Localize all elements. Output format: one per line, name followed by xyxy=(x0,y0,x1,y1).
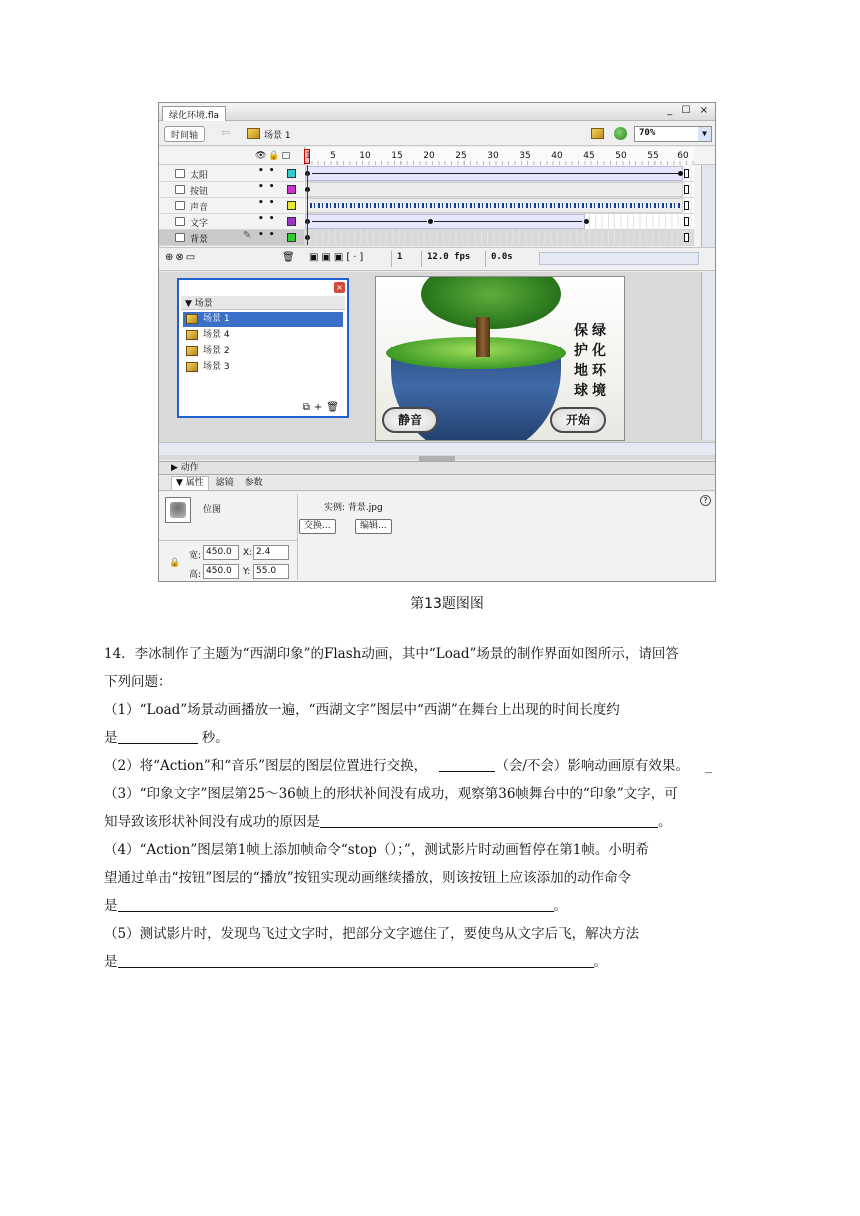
tree-trunk-illustration xyxy=(476,317,490,357)
timeline-button[interactable]: 时间轴 xyxy=(164,126,205,142)
layer-toggle-dots[interactable]: •• xyxy=(258,166,280,176)
ruler-tick: 40 xyxy=(551,151,563,161)
width-field[interactable]: 450.0 xyxy=(203,545,239,560)
x-field[interactable]: 2.4 xyxy=(253,545,289,560)
zoom-select[interactable] xyxy=(634,126,712,142)
question-line: 14．李冰制作了主题为“西湖印象”的Flash动画，其中“Load”场景的制作界面如图所示，请回答 xyxy=(104,646,679,662)
scene-icon xyxy=(186,314,198,324)
answer-suffix: 。 xyxy=(553,898,567,914)
layer-row[interactable] xyxy=(159,198,694,214)
height-label: 高: xyxy=(189,570,202,580)
width-label: 宽: xyxy=(189,551,202,561)
scene-icon xyxy=(247,128,260,139)
question-line: （5）测试影片时，发现鸟飞过文字时，把部分文字遮住了，要使鸟从文字后飞，解决方法 xyxy=(104,926,640,942)
ruler-tick: 30 xyxy=(487,151,499,161)
layer-visibility-lock-outline-icons[interactable]: 👁🔒□ xyxy=(255,151,293,161)
ruler-tick: 55 xyxy=(647,151,659,161)
layer-icon xyxy=(175,217,185,226)
answer-prefix: 是 xyxy=(104,954,118,970)
stage[interactable] xyxy=(375,276,625,441)
ruler-tick: 60 xyxy=(677,151,689,161)
slogan-line: 护化 xyxy=(574,343,610,359)
edit-symbol-icon[interactable] xyxy=(614,127,627,140)
tab-parameters[interactable]: 参数 xyxy=(244,478,263,488)
question-line xyxy=(104,812,672,832)
layer-toggle-dots[interactable]: •• xyxy=(258,214,280,224)
zoom-value: 70% xyxy=(639,128,656,138)
question-line xyxy=(104,756,712,776)
current-frame: 1 xyxy=(391,251,407,267)
document-titlebar xyxy=(159,103,715,121)
ruler-tick: 5 xyxy=(330,151,336,161)
question-line xyxy=(104,952,607,972)
sound-waveform xyxy=(310,203,680,208)
layer-name: 太阳 xyxy=(190,171,209,181)
scene-list-item[interactable] xyxy=(183,360,343,375)
chevron-down-icon[interactable]: ▼ xyxy=(698,127,711,141)
ruler-tick: 15 xyxy=(391,151,403,161)
answer-suffix: （会/不会）影响动画原有效果。 xyxy=(495,758,689,774)
scene-list-item[interactable] xyxy=(183,344,343,359)
frame-ruler[interactable] xyxy=(304,147,694,165)
keyframe[interactable] xyxy=(584,219,589,224)
tab-filters[interactable]: 滤镜 xyxy=(215,478,234,488)
swap-button[interactable]: 交换... xyxy=(299,519,336,534)
instance-name: 实例: 背景.jpg xyxy=(324,503,383,513)
properties-panel xyxy=(159,492,715,582)
file-tab[interactable]: 绿化环境.fla xyxy=(162,106,226,121)
end-frame[interactable] xyxy=(684,169,689,178)
scene-panel xyxy=(177,278,349,418)
y-label: Y: xyxy=(243,567,251,577)
tween-arrow-line xyxy=(312,173,680,174)
scene-name: 场景 1 xyxy=(203,314,230,324)
answer-blank[interactable] xyxy=(439,758,495,772)
stage-vertical-scrollbar[interactable] xyxy=(701,272,715,440)
edit-bar xyxy=(159,122,715,146)
ruler-tick: 35 xyxy=(519,151,531,161)
layer-outline-color[interactable] xyxy=(287,185,296,194)
answer-prefix: 是 xyxy=(104,730,118,746)
end-frame[interactable] xyxy=(684,185,689,194)
answer-suffix: 。 xyxy=(658,814,672,830)
question-line: （1）“Load”场景动画播放一遍，“西湖文字”图层中“西湖”在舞台上出现的时间长度约 xyxy=(104,702,620,718)
tween-arrow-line xyxy=(312,221,427,222)
elapsed-time: 0.0s xyxy=(485,251,518,267)
scene-name: 场景 3 xyxy=(203,362,230,372)
edit-button[interactable]: 编辑... xyxy=(355,519,392,534)
question-line xyxy=(104,896,567,916)
timeline-horizontal-scrollbar[interactable] xyxy=(539,252,699,265)
end-frame[interactable] xyxy=(684,217,689,226)
tab-properties[interactable]: ▼ 属性 xyxy=(171,476,209,490)
ruler-tick: 50 xyxy=(615,151,627,161)
question-text: （2）将“Action”和“音乐”图层的图层位置进行交换， xyxy=(104,758,428,774)
answer-blank[interactable] xyxy=(118,954,594,968)
ruler-tick: 25 xyxy=(455,151,467,161)
slogan-line: 保绿 xyxy=(574,323,610,339)
add-layer-icons[interactable]: ⊕⊗▭ xyxy=(165,252,198,263)
symbol-type-label: 位图 xyxy=(203,505,222,515)
layer-icon xyxy=(175,169,185,178)
divider xyxy=(297,494,298,580)
playhead[interactable] xyxy=(304,149,310,164)
onion-skin-icons[interactable]: ▣▣▣[·] xyxy=(309,252,367,263)
edit-scene-icon[interactable] xyxy=(591,128,604,139)
y-field[interactable]: 55.0 xyxy=(253,564,289,579)
question-line: 下列问题： xyxy=(104,674,172,690)
layer-name: 声音 xyxy=(190,203,209,213)
timeline-header xyxy=(159,147,715,165)
ruler-tick: 1 xyxy=(305,151,311,161)
layer-name: 文字 xyxy=(190,219,209,229)
stage-horizontal-scrollbar[interactable] xyxy=(159,442,715,455)
layer-frames[interactable] xyxy=(304,182,694,197)
playhead-line xyxy=(307,165,308,245)
bitmap-icon xyxy=(165,497,191,523)
back-arrow-icon[interactable]: ⇦ xyxy=(221,126,231,139)
question-line xyxy=(104,728,229,748)
actions-panel-header[interactable]: ▶ 动作 xyxy=(159,461,715,475)
layer-name: 背景 xyxy=(190,235,209,245)
layer-outline-color[interactable] xyxy=(287,169,296,178)
height-field[interactable]: 450.0 xyxy=(203,564,239,579)
lock-icon[interactable]: 🔒 xyxy=(169,558,181,568)
layer-toggle-dots[interactable]: •• xyxy=(258,230,280,240)
question-line: （3）“印象文字”图层第25～36帧上的形状补间没有成功，观察第36帧舞台中的“印象”文字，可 xyxy=(104,786,678,802)
end-frame[interactable] xyxy=(684,201,689,210)
layer-name: 按钮 xyxy=(190,187,209,197)
layer-row[interactable] xyxy=(159,166,694,182)
static-span xyxy=(305,182,683,197)
work-area xyxy=(159,272,715,460)
window-controls[interactable]: _ ☐ × xyxy=(667,105,711,116)
answer-prefix: 是 xyxy=(104,898,118,914)
start-button[interactable]: 开始 xyxy=(550,407,606,433)
slogan-text xyxy=(574,321,620,401)
layer-outline-color[interactable] xyxy=(287,201,296,210)
answer-blank[interactable] xyxy=(118,730,198,744)
answer-suffix: 。 xyxy=(593,954,607,970)
scene-name: 场景 2 xyxy=(203,346,230,356)
scene-panel-tools[interactable]: ⧉+🗑 xyxy=(302,402,343,413)
layer-frames[interactable] xyxy=(304,214,694,229)
scene-icon xyxy=(186,346,198,356)
question-text: 知导致该形状补间没有成功的原因是 xyxy=(104,814,320,830)
scene-list-item-selected[interactable] xyxy=(183,312,343,327)
question-line: 望通过单击“按钮”图层的“播放”按钮实现动画继续播放，则该按钮上应该添加的动作命令 xyxy=(104,870,632,886)
scene-icon xyxy=(186,330,198,340)
frame-rate[interactable]: 12.0 fps xyxy=(421,251,475,267)
layer-icon xyxy=(175,201,185,210)
answer-suffix: 秒。 xyxy=(197,730,229,746)
timeline-vertical-scrollbar[interactable] xyxy=(701,165,715,247)
layer-frames[interactable] xyxy=(304,198,694,213)
x-label: X: xyxy=(243,548,253,558)
slogan-line: 地环 xyxy=(574,363,610,379)
layer-outline-color[interactable] xyxy=(287,233,296,242)
keyframe[interactable] xyxy=(428,219,433,224)
close-icon[interactable]: × xyxy=(334,282,345,293)
layer-outline-color[interactable] xyxy=(287,217,296,226)
ruler-tick: 10 xyxy=(359,151,371,161)
layer-row[interactable] xyxy=(159,214,694,230)
layer-frames[interactable] xyxy=(304,166,694,181)
pencil-icon: ✎ xyxy=(243,230,252,241)
keyframe[interactable] xyxy=(678,171,683,176)
layer-row[interactable] xyxy=(159,182,694,198)
ruler-tick: 20 xyxy=(423,151,435,161)
layer-icon xyxy=(175,233,185,242)
mute-button[interactable]: 静音 xyxy=(382,407,438,433)
stray-mark: _ xyxy=(705,758,712,774)
divider xyxy=(159,540,297,541)
help-icon[interactable]: ? xyxy=(700,495,711,506)
flash-screenshot xyxy=(158,102,716,582)
layer-toggle-dots[interactable]: •• xyxy=(258,182,280,192)
tween-arrow-line xyxy=(434,221,582,222)
delete-layer-icon[interactable]: 🗑 xyxy=(282,252,295,263)
scene-list-item[interactable] xyxy=(183,328,343,343)
timeline-footer xyxy=(159,247,715,269)
properties-tabs xyxy=(159,476,715,491)
scene-name: 场景 4 xyxy=(203,330,230,340)
question-line: （4）“Action”图层第1帧上添加帧命令“stop（）；”，测试影片时动画暂停在第1帧。小明希 xyxy=(104,842,649,858)
figure-caption: 第13题图图 xyxy=(410,596,484,612)
end-frame[interactable] xyxy=(684,233,689,242)
layer-row-selected[interactable] xyxy=(159,230,694,246)
layer-icon xyxy=(175,185,185,194)
scene-breadcrumb[interactable]: 场景 1 xyxy=(264,131,291,141)
answer-blank[interactable] xyxy=(320,814,658,828)
slogan-line: 球境 xyxy=(574,383,610,399)
scene-icon xyxy=(186,362,198,372)
timeline-panel xyxy=(159,147,715,271)
ruler-tick: 45 xyxy=(583,151,595,161)
scene-panel-title[interactable]: ▼ 场景 xyxy=(181,296,345,310)
layer-frames[interactable] xyxy=(304,230,694,245)
layer-toggle-dots[interactable]: •• xyxy=(258,198,280,208)
answer-blank[interactable] xyxy=(118,898,554,912)
